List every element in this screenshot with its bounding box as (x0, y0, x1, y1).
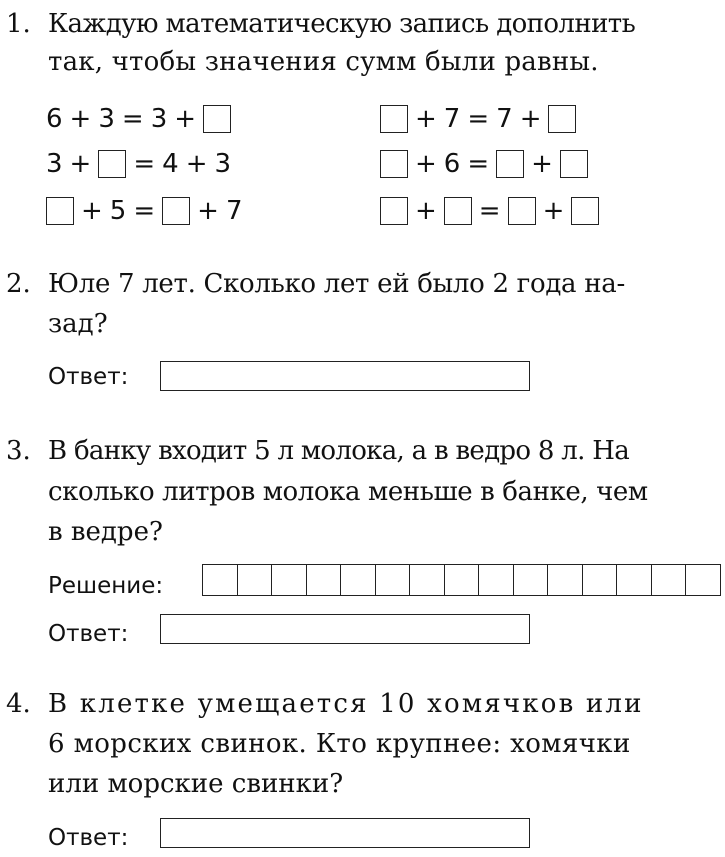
grid-cell[interactable] (686, 564, 721, 596)
grid-cell[interactable] (203, 564, 238, 596)
grid-cell[interactable] (548, 564, 583, 596)
eq1-term-a: 6 (46, 104, 63, 134)
eq6-plus-2: + (542, 196, 565, 226)
eq1-plus-1: + (69, 104, 92, 134)
eq3-equals: = (133, 149, 156, 179)
eq5-blank-box-2[interactable] (162, 197, 190, 225)
eq4-blank-box-1[interactable] (380, 150, 408, 178)
task-4-answer-label: Ответ: (48, 825, 129, 851)
eq1-plus-2: + (174, 104, 197, 134)
task-3-solution-grid[interactable] (202, 564, 721, 596)
eq3-blank-box[interactable] (98, 150, 126, 178)
eq6-blank-box-4[interactable] (571, 197, 599, 225)
equation-4 (380, 148, 588, 180)
grid-cell[interactable] (583, 564, 618, 596)
grid-cell[interactable] (376, 564, 411, 596)
eq2-blank-box-1[interactable] (380, 105, 408, 133)
task-1-number: 1. (6, 9, 31, 39)
task-2-number: 2. (6, 269, 31, 299)
eq2-plus-2: + (519, 104, 542, 134)
eq4-term-b: 6 (443, 149, 461, 179)
task-3-answer-field[interactable] (160, 614, 530, 644)
eq5-equals: = (133, 196, 156, 226)
equation-2 (380, 103, 576, 135)
eq5-blank-box-1[interactable] (46, 197, 74, 225)
eq3-plus-2: + (185, 149, 208, 179)
eq1-equals: = (121, 104, 144, 134)
grid-cell[interactable] (479, 564, 514, 596)
eq6-blank-box-3[interactable] (508, 197, 536, 225)
eq2-term-b: 7 (443, 104, 461, 134)
eq1-term-b: 3 (98, 104, 115, 134)
eq4-plus-1: + (415, 149, 437, 179)
equation-1 (46, 103, 231, 135)
task-2-text-line-2: зад? (48, 309, 108, 339)
eq5-plus-2: + (197, 196, 219, 226)
eq5-plus-1: + (81, 196, 103, 226)
grid-cell[interactable] (238, 564, 273, 596)
eq2-equals: = (467, 104, 490, 134)
task-3-answer-label: Ответ: (48, 621, 129, 647)
eq1-term-c: 3 (150, 104, 168, 134)
eq4-equals: = (467, 149, 490, 179)
task-3-text-line-1: В банку входит 5 л молока, а в ведро 8 л. На (48, 436, 630, 466)
task-3-text-line-3: в ведре? (48, 517, 163, 547)
task-4-text-line-3: или морские свинки? (48, 769, 344, 799)
equation-3 (46, 148, 231, 180)
grid-cell[interactable] (307, 564, 342, 596)
task-2-text-line-1: Юле 7 лет. Сколько лет ей было 2 года на- (48, 269, 625, 299)
task-1-text-line-1: Каждую математическую запись дополнить (48, 9, 636, 39)
task-3-solution-label: Решение: (48, 573, 164, 599)
equation-5 (46, 195, 242, 227)
eq6-blank-box-1[interactable] (380, 197, 408, 225)
task-4-text-line-2: 6 морских свинок. Кто крупнее: хомячки (48, 729, 631, 759)
eq3-term-a: 3 (46, 149, 63, 179)
grid-cell[interactable] (445, 564, 480, 596)
task-2-answer-label: Ответ: (48, 364, 129, 390)
task-2-answer-field[interactable] (160, 361, 530, 391)
grid-cell[interactable] (272, 564, 307, 596)
eq3-term-d: 3 (214, 149, 232, 179)
eq2-plus-1: + (415, 104, 437, 134)
eq2-blank-box-2[interactable] (548, 105, 576, 133)
eq2-term-c: 7 (496, 104, 513, 134)
task-3-text-line-2: сколько литров молока меньше в банке, чем (48, 477, 648, 507)
eq3-plus-1: + (69, 149, 92, 179)
grid-cell[interactable] (514, 564, 549, 596)
eq1-blank-box[interactable] (203, 105, 231, 133)
eq4-plus-2: + (531, 149, 553, 179)
task-3-number: 3. (6, 436, 31, 466)
eq4-blank-box-3[interactable] (560, 150, 588, 178)
task-4-number: 4. (6, 689, 31, 719)
task-4-text-line-1: В клетке умещается 10 хомячков или (48, 689, 644, 719)
eq6-plus-1: + (415, 196, 437, 226)
eq5-term-d: 7 (225, 196, 243, 226)
grid-cell[interactable] (617, 564, 652, 596)
task-4-answer-field[interactable] (160, 818, 530, 848)
equation-6 (380, 195, 599, 227)
eq6-equals: = (478, 196, 501, 226)
grid-cell[interactable] (341, 564, 376, 596)
eq3-term-c: 4 (162, 149, 179, 179)
eq6-blank-box-2[interactable] (444, 197, 472, 225)
eq5-term-b: 5 (109, 196, 127, 226)
grid-cell[interactable] (652, 564, 687, 596)
grid-cell[interactable] (410, 564, 445, 596)
eq4-blank-box-2[interactable] (496, 150, 524, 178)
task-1-text-line-2: так, чтобы значения сумм были равны. (48, 47, 599, 77)
